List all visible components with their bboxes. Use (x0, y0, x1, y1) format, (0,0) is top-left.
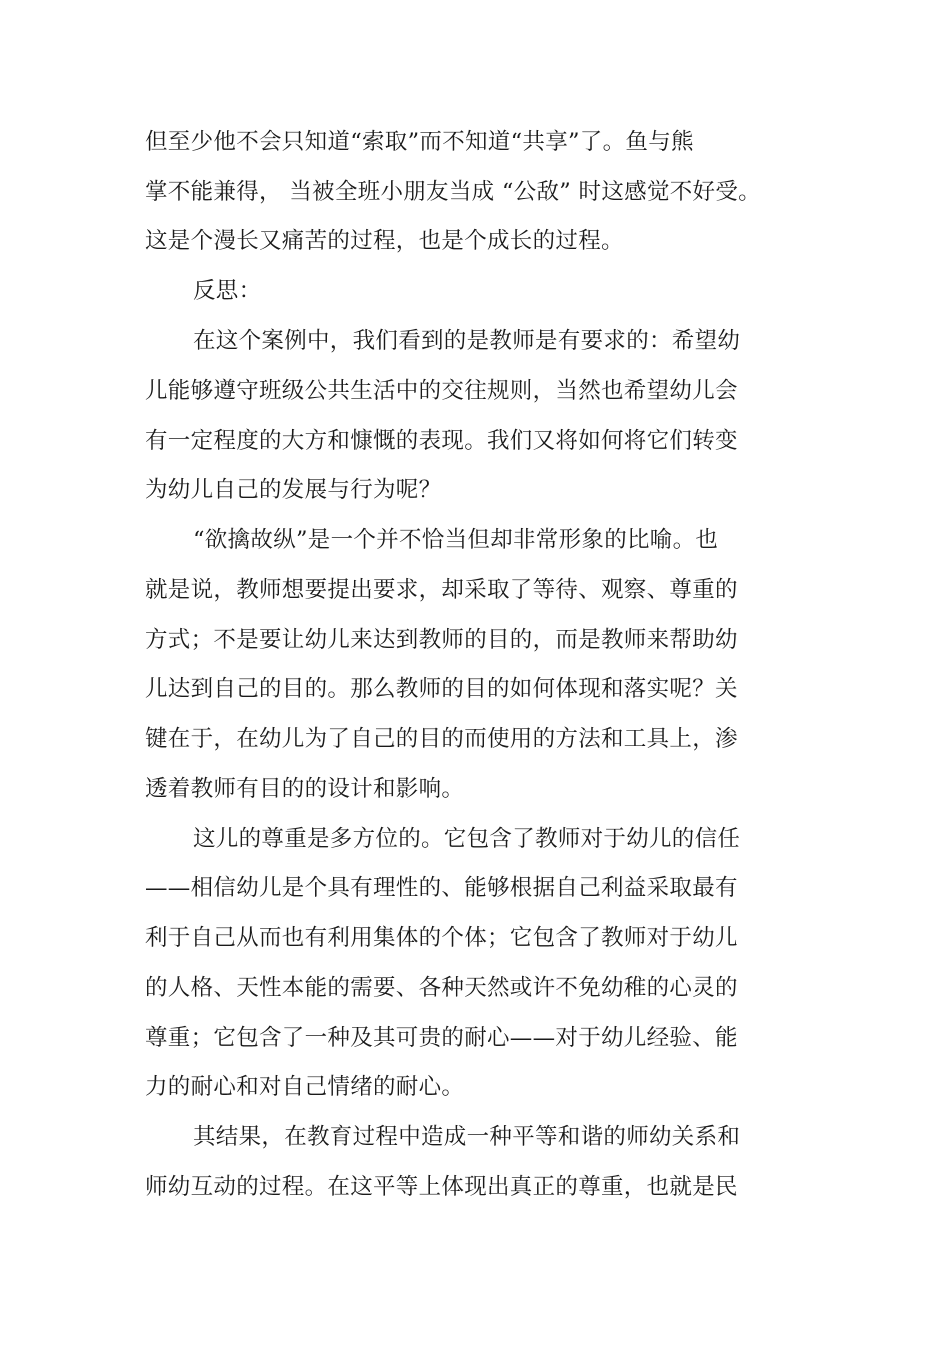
paragraph-first-line: 在这个案例中，我们看到的是教师是有要求的：希望幼 (193, 328, 741, 354)
text-line: 师幼互动的过程。在这平等上体现出真正的尊重，也就是民 (145, 1174, 738, 1200)
section-heading: 反思： (193, 278, 262, 304)
text-line: 力的耐心和对自己情绪的耐心。 (145, 1074, 465, 1100)
text-line: 的人格、天性本能的需要、各种天然或许不免幼稚的心灵的 (145, 975, 738, 1001)
text-line: 键在于，在幼儿为了自己的目的而使用的方法和工具上，渗 (145, 726, 738, 752)
paragraph-first-line: 这儿的尊重是多方位的。它包含了教师对于幼儿的信任 (193, 826, 741, 852)
text-line: ——相信幼儿是个具有理性的、能够根据自己利益采取最有 (145, 875, 738, 901)
text-line: 这是个漫长又痛苦的过程，也是个成长的过程。 (145, 228, 624, 254)
paragraph-first-line: “欲擒故纵”是一个并不恰当但却非常形象的比喻。也 (193, 527, 719, 553)
text-line: 但至少他不会只知道“索取”而不知道“共享”了。鱼与熊 (145, 129, 694, 155)
text-line: 儿能够遵守班级公共生活中的交往规则，当然也希望幼儿会 (145, 378, 738, 404)
paragraph-first-line: 其结果，在教育过程中造成一种平等和谐的师幼关系和 (193, 1124, 741, 1150)
text-line: 儿达到自己的目的。那么教师的目的如何体现和落实呢？关 (145, 676, 738, 702)
text-line: 透着教师有目的的设计和影响。 (145, 776, 465, 802)
text-line: 尊重；它包含了一种及其可贵的耐心——对于幼儿经验、能 (145, 1025, 738, 1051)
text-line: 方式；不是要让幼儿来达到教师的目的，而是教师来帮助幼 (145, 627, 738, 653)
text-line: 为幼儿自己的发展与行为呢？ (145, 477, 442, 503)
text-line: 掌不能兼得， 当被全班小朋友当成 “公敌” 时这感觉不好受。 (145, 179, 761, 205)
text-line: 就是说，教师想要提出要求，却采取了等待、观察、尊重的 (145, 577, 738, 603)
text-line: 有一定程度的大方和慷慨的表现。我们又将如何将它们转变 (145, 428, 738, 454)
text-line: 利于自己从而也有利用集体的个体；它包含了教师对于幼儿 (145, 925, 738, 951)
